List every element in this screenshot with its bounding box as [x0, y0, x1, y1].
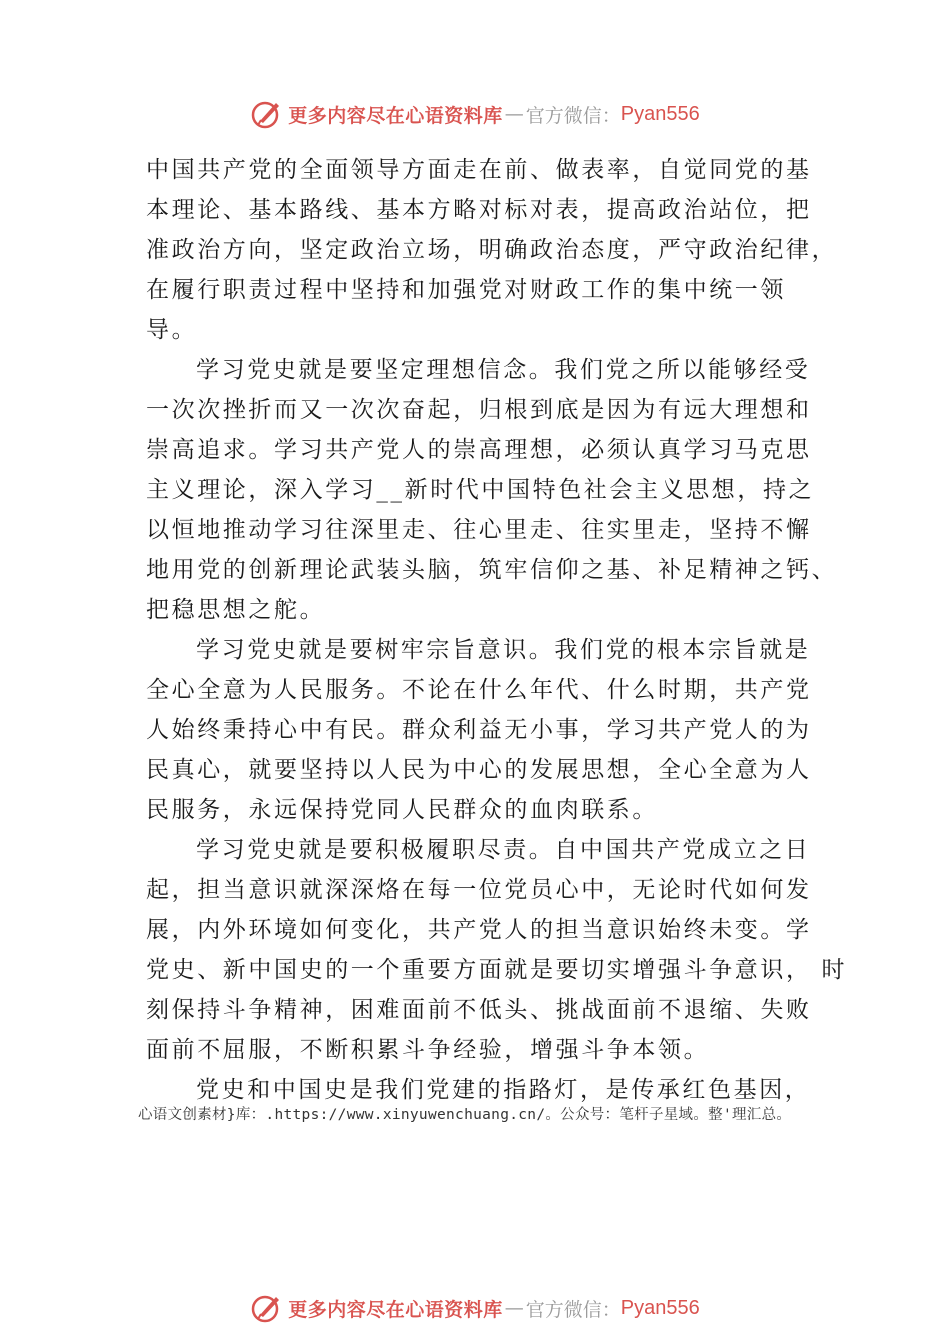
banner-promo-text: 更多内容尽在心语资料库: [288, 1298, 503, 1321]
text-line: 党史和中国史是我们党建的指路灯，是传承红色基因，: [196, 1077, 811, 1103]
text-line: 以恒地推动学习往深里走、往心里走、往实里走，坚持不懈: [146, 517, 812, 543]
text-line: 导。: [146, 317, 198, 343]
footer-banner: [0, 1288, 950, 1328]
text-line: 本理论、基本路线、基本方略对标对表，提高政治站位，把: [146, 197, 812, 223]
text-line: 党史、新中国史的一个重要方面就是要切实增强斗争意识， 时: [146, 957, 848, 983]
text-line: 起，担当意识就深深烙在每一位党员心中，无论时代如何发: [146, 877, 812, 903]
text-line: 展，内外环境如何变化，共产党人的担当意识始终未变。学: [146, 917, 812, 943]
text-line: 民真心，就要坚持以人民为中心的发展思想，全心全意为人: [146, 757, 812, 783]
text-line: 准政治方向，坚定政治立场，明确政治态度，严守政治纪律，: [146, 237, 838, 263]
banner-separator: —: [504, 1297, 524, 1319]
text-line: 主义理论，深入学习__新时代中国特色社会主义思想，持之: [146, 477, 815, 503]
header-banner: [0, 94, 950, 134]
source-footnote: 心语文创素材}库：.https://www.xinyuwenchuang.cn/。公众号：笔杆子星域。整'理汇总。: [138, 1107, 792, 1123]
text-line: 人始终秉持心中有民。群众利益无小事，学习共产党人的为: [146, 717, 812, 743]
document-body: [146, 150, 848, 1110]
text-line: 刻保持斗争精神，困难面前不低头、挑战面前不退缩、失败: [146, 997, 812, 1023]
text-line: 地用党的创新理论武装头脑，筑牢信仰之基、补足精神之钙、: [146, 557, 838, 583]
text-line: 面前不屈服，不断积累斗争经验，增强斗争本领。: [146, 1037, 710, 1063]
text-line: 崇高追求。学习共产党人的崇高理想，必须认真学习马克思: [146, 437, 812, 463]
text-line: 在履行职责过程中坚持和加强党对财政工作的集中统一领: [146, 277, 786, 303]
text-line: 把稳思想之舵。: [146, 597, 326, 623]
banner-wechat-label: 官方微信：: [525, 1298, 621, 1321]
text-line: 学习党史就是要积极履职尽责。自中国共产党成立之日: [196, 837, 811, 863]
banner-wechat-id: Pyan556: [620, 102, 700, 125]
quill-logo-icon: [250, 1291, 284, 1325]
text-line: 学习党史就是要树牢宗旨意识。我们党的根本宗旨就是: [196, 637, 811, 663]
banner-promo-text: 更多内容尽在心语资料库: [288, 104, 503, 127]
banner-wechat-id: Pyan556: [620, 1296, 700, 1319]
text-line: 中国共产党的全面领导方面走在前、做表率，自觉同党的基: [146, 157, 812, 183]
banner-separator: —: [504, 103, 524, 125]
text-line: 民服务，永远保持党同人民群众的血肉联系。: [146, 797, 658, 823]
quill-logo-icon: [250, 97, 284, 131]
banner-wechat-label: 官方微信：: [525, 104, 621, 127]
text-line: 全心全意为人民服务。不论在什么年代、什么时期，共产党: [146, 677, 812, 703]
text-line: 学习党史就是要坚定理想信念。我们党之所以能够经受: [196, 357, 811, 383]
text-line: 一次次挫折而又一次次奋起，归根到底是因为有远大理想和: [146, 397, 812, 423]
